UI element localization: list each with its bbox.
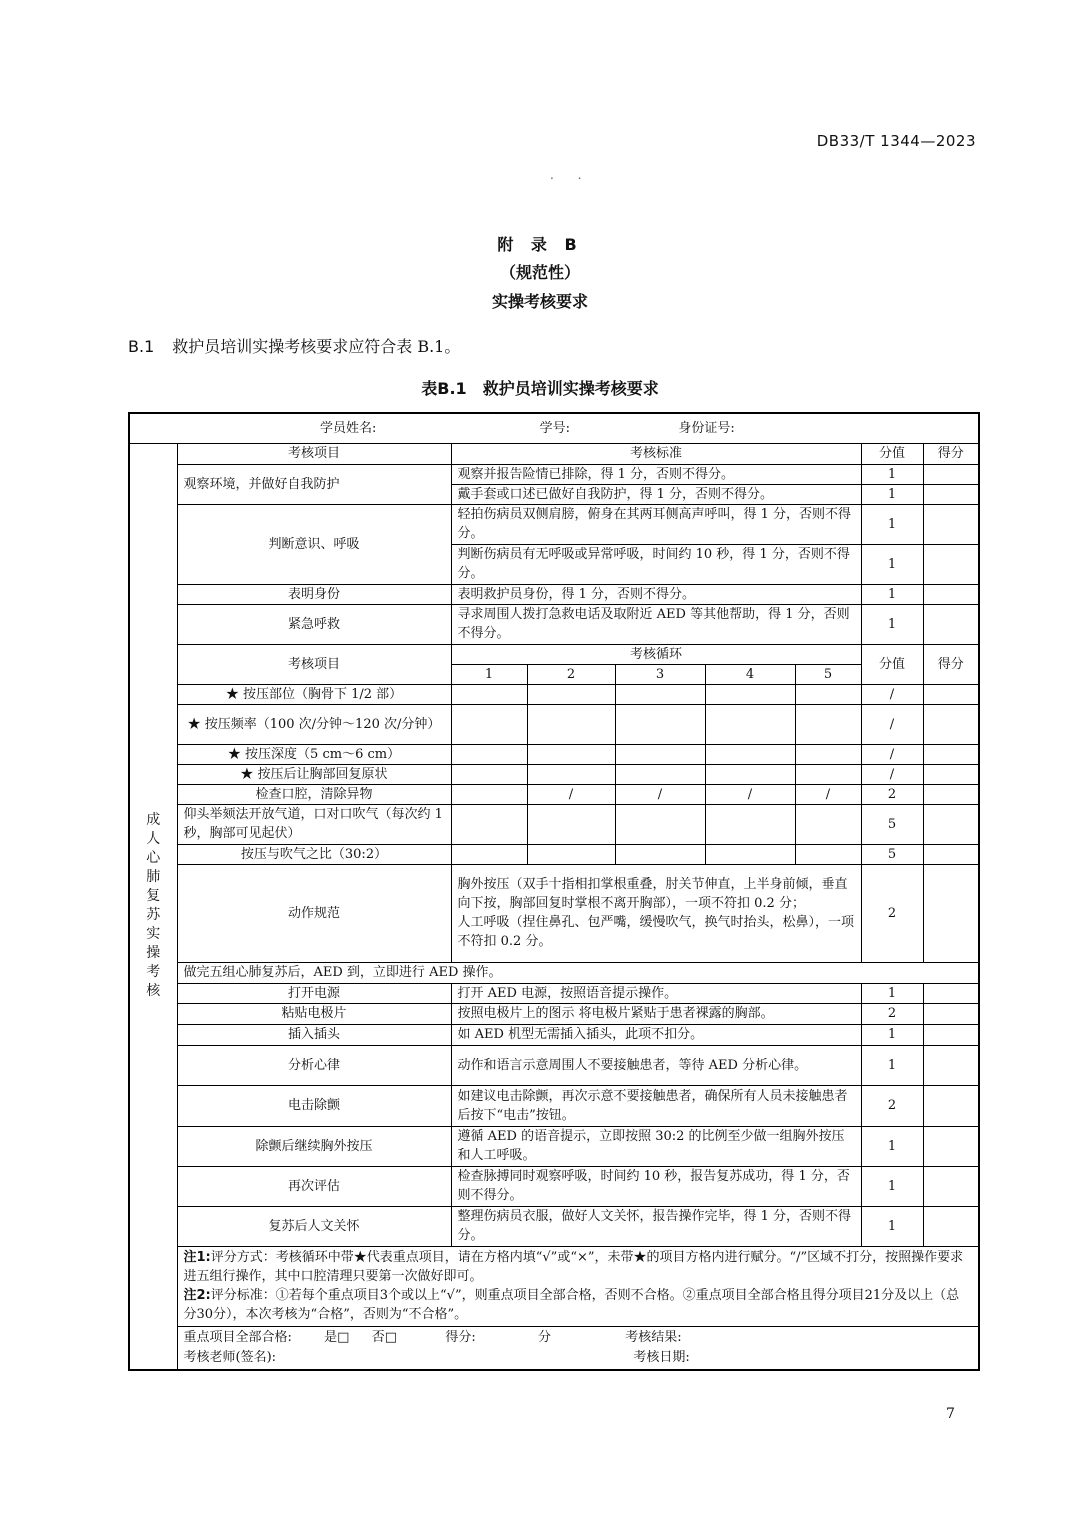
table-caption (0, 376, 1080, 399)
cycle-cell[interactable] (615, 804, 705, 844)
got-cell[interactable] (923, 544, 979, 584)
signoff-cell (177, 1326, 979, 1370)
cycle-cell[interactable] (795, 684, 861, 704)
aed-criteria: 打开 AED 电源，按照语音提示操作。 (451, 983, 861, 1003)
score-cell: 1 (861, 983, 923, 1003)
score-cell: 1 (861, 1126, 923, 1166)
score-cell: / (861, 684, 923, 704)
teacher-label: 考核老师(签名): (183, 1349, 277, 1365)
notes-row (129, 1246, 979, 1326)
got-cell[interactable] (923, 764, 979, 784)
table-row (129, 1003, 979, 1024)
note-1 (184, 1248, 973, 1286)
aed-item: 电击除颤 (177, 1085, 451, 1126)
table-row (129, 1206, 979, 1246)
clause-number: B.1 (128, 337, 155, 356)
criteria-text: 判断伤病员有无呼吸或异常呼吸，时间约 10 秒，得 1 分，否则不得分。 (451, 544, 861, 584)
cycle-cell[interactable] (451, 784, 527, 804)
aed-intro-row (129, 962, 979, 983)
cycle-cell[interactable] (451, 764, 527, 784)
got-cell[interactable] (923, 804, 979, 844)
note-label: 注2: (183, 1288, 211, 1303)
score-cell: 5 (861, 804, 923, 844)
score-cell: 1 (861, 544, 923, 584)
got-cell[interactable] (923, 604, 979, 644)
cycle-item: ★ 按压后让胸部回复原状 (177, 764, 451, 784)
vertical-category-label: 成 人 心 肺 复 苏 实 操 考 核 (129, 443, 177, 1370)
info-row (129, 413, 979, 443)
aed-criteria: 动作和语言示意周围人不要接触患者，等待 AED 分析心律。 (451, 1045, 861, 1085)
student-id-label: 学号: (539, 420, 571, 436)
aed-item: 再次评估 (177, 1166, 451, 1206)
cycle-cell[interactable]: / (795, 784, 861, 804)
got-cell[interactable] (923, 484, 979, 504)
got-cell[interactable] (923, 1126, 979, 1166)
table-row (129, 804, 979, 844)
note-text: 评分方式：考核循环中带★代表重点项目，请在方格内填“√”或“×”，未带★的项目方格内进行赋分。“/”区域不打分，按照操作要求进五组行操作，其中口腔清理只要第一次做好即可。 (183, 1250, 964, 1284)
table-row (129, 744, 979, 764)
score-cell: 1 (861, 484, 923, 504)
item-identity: 表明身份 (177, 584, 451, 604)
student-info (129, 413, 979, 443)
score-cell: 2 (861, 1003, 923, 1024)
score-cell: 1 (861, 1024, 923, 1045)
aed-item: 分析心律 (177, 1045, 451, 1085)
cycle-cell[interactable] (705, 804, 795, 844)
cycle-cell[interactable] (795, 804, 861, 844)
got-cell[interactable] (923, 1085, 979, 1126)
cycle-cell[interactable] (615, 684, 705, 704)
cycle-cell[interactable] (451, 684, 527, 704)
note-text: 评分标准：①若每个重点项目3个或以上“√”，则重点项目全部合格，否则不合格。②重点项目全部合格且得分项目21分及以上（总分30分），本次考核为“合格”，否则为“不合格”。 (183, 1288, 960, 1322)
cycle-cell[interactable] (451, 844, 527, 864)
aed-criteria: 整理伤病员衣服，做好人文关怀，报告操作完毕，得 1 分，否则不得分。 (451, 1206, 861, 1246)
header2-item: 考核项目 (177, 644, 451, 684)
header2-got: 得分 (923, 644, 979, 684)
header-got: 得分 (923, 443, 979, 464)
table-row (129, 1085, 979, 1126)
got-cell[interactable] (923, 584, 979, 604)
aed-item: 粘贴电极片 (177, 1003, 451, 1024)
got-cell[interactable] (923, 983, 979, 1003)
appendix-name: 实操考核要求 (491, 292, 588, 311)
cycle-cell[interactable] (451, 744, 527, 764)
cycle-cell[interactable] (705, 684, 795, 704)
notes-cell (177, 1246, 979, 1326)
cycle-item: ★ 按压频率（100 次/分钟～120 次/分钟） (177, 704, 451, 744)
result-label: 考核结果: (625, 1329, 682, 1345)
signoff-line-2 (184, 1348, 973, 1368)
cycle-number: 5 (795, 664, 861, 684)
appendix-type: （规范性） (499, 263, 580, 282)
score-label: 得分: (445, 1329, 476, 1345)
cycle-cell[interactable] (451, 804, 527, 844)
cycle-cell[interactable] (527, 844, 615, 864)
score-cell: 2 (861, 864, 923, 962)
appendix-title: 附 录 B (497, 235, 583, 254)
action-line: 胸外按压（双手十指相扣掌根重叠，肘关节伸直，上半身前倾，垂直向下按，胸部回复时掌根不离开胸部），一项不符扣 0.2 分； (457, 877, 848, 911)
score-cell: 1 (861, 504, 923, 544)
cycle-cell[interactable] (795, 844, 861, 864)
aed-item: 除颤后继续胸外按压 (177, 1126, 451, 1166)
item-observe: 观察环境，并做好自我防护 (177, 464, 451, 504)
table-row (129, 1126, 979, 1166)
got-cell[interactable] (923, 864, 979, 962)
criteria-text: 轻拍伤病员双侧肩膀，俯身在其两耳侧高声呼叫，得 1 分，否则不得分。 (451, 504, 861, 544)
cycle-item: ★ 按压深度（5 cm～6 cm） (177, 744, 451, 764)
no-checkbox[interactable]: 否□ (371, 1329, 398, 1345)
item-action: 动作规范 (177, 864, 451, 962)
cycle-cell[interactable] (705, 744, 795, 764)
aed-criteria: 如 AED 机型无需插入插头，此项不扣分。 (451, 1024, 861, 1045)
table-row (129, 704, 979, 744)
cycle-cell[interactable]: / (527, 784, 615, 804)
got-cell[interactable] (923, 1045, 979, 1085)
table-row (129, 983, 979, 1003)
score-cell: / (861, 744, 923, 764)
score-cell: 1 (861, 1166, 923, 1206)
criteria-text: 戴手套或口述已做好自我防护，得 1 分，否则不得分。 (451, 484, 861, 504)
note-2 (184, 1286, 973, 1324)
action-line: 人工呼吸（捏住鼻孔、包严嘴，缓慢吹气，换气时抬头，松鼻），一项不符扣 0.2 分。 (457, 915, 855, 949)
score-cell: / (861, 704, 923, 744)
standard-code: DB33/T 1344—2023 (816, 132, 976, 150)
header2-score: 分值 (861, 644, 923, 684)
cycle-cell[interactable] (615, 844, 705, 864)
scan-dots: . . (550, 168, 592, 182)
cycle-item: ★ 按压部位（胸骨下 1/2 部） (177, 684, 451, 704)
aed-criteria: 检查脉搏同时观察呼吸，时间约 10 秒，报告复苏成功，得 1 分，否则不得分。 (451, 1166, 861, 1206)
aed-criteria: 遵循 AED 的语音提示，立即按照 30:2 的比例至少做一组胸外按压和人工呼吸。 (451, 1126, 861, 1166)
student-name-label: 学员姓名: (320, 420, 377, 436)
table-row (129, 504, 979, 544)
cycle-cell[interactable] (615, 704, 705, 744)
table-row (129, 604, 979, 644)
table-row (129, 1166, 979, 1206)
got-cell[interactable] (923, 704, 979, 744)
header2-cycle: 考核循环 (451, 644, 861, 664)
cycle-cell[interactable] (451, 704, 527, 744)
table-row (129, 584, 979, 604)
score-cell: 2 (861, 1085, 923, 1126)
cycle-cell[interactable] (527, 684, 615, 704)
cycle-item: 按压与吹气之比（30:2） (177, 844, 451, 864)
score-cell: 1 (861, 584, 923, 604)
score-cell: 1 (861, 1045, 923, 1085)
cycle-cell[interactable] (795, 744, 861, 764)
cycle-cell[interactable] (705, 844, 795, 864)
header-row-1 (129, 443, 979, 464)
cycle-number: 4 (705, 664, 795, 684)
got-cell[interactable] (923, 1003, 979, 1024)
table-row (129, 1045, 979, 1085)
cycle-cell[interactable] (527, 704, 615, 744)
cycle-cell[interactable] (527, 804, 615, 844)
cycle-cell[interactable] (615, 764, 705, 784)
table-row (129, 464, 979, 484)
cycle-cell[interactable] (795, 704, 861, 744)
got-cell[interactable] (923, 844, 979, 864)
table-row (129, 864, 979, 962)
table-row (129, 784, 979, 804)
table-title: 救护员培训实操考核要求 (482, 379, 659, 398)
aed-criteria: 按照电极片上的图示 将电极片紧贴于患者裸露的胸部。 (451, 1003, 861, 1024)
got-cell[interactable] (923, 744, 979, 764)
criteria-text: 寻求周围人拨打急救电话及取附近 AED 等其他帮助，得 1 分，否则不得分。 (451, 604, 861, 644)
got-cell[interactable] (923, 1024, 979, 1045)
got-cell[interactable] (923, 684, 979, 704)
got-cell[interactable] (923, 1206, 979, 1246)
header-score: 分值 (861, 443, 923, 464)
got-cell[interactable] (923, 464, 979, 484)
aed-criteria: 如建议电击除颤，再次示意不要接触患者，确保所有人员未接触患者后按下“电击”按钮。 (451, 1085, 861, 1126)
yes-checkbox[interactable]: 是□ (324, 1329, 350, 1345)
key-pass-label: 重点项目全部合格: (183, 1329, 292, 1345)
score-cell: / (861, 764, 923, 784)
cycle-item: 检查口腔，清除异物 (177, 784, 451, 804)
table-row (129, 1024, 979, 1045)
assessment-table (128, 412, 980, 1371)
table-row (129, 684, 979, 704)
aed-item: 打开电源 (177, 983, 451, 1003)
cycle-cell[interactable] (527, 764, 615, 784)
item-call: 紧急呼救 (177, 604, 451, 644)
action-criteria (451, 864, 861, 962)
header-item: 考核项目 (177, 443, 451, 464)
header-row-2 (129, 644, 979, 664)
clause-b1 (128, 334, 460, 357)
cycle-number: 3 (615, 664, 705, 684)
got-cell[interactable] (923, 504, 979, 544)
cycle-cell[interactable] (615, 744, 705, 764)
aed-intro: 做完五组心肺复苏后，AED 到，立即进行 AED 操作。 (177, 962, 979, 983)
signoff-row (129, 1326, 979, 1370)
score-cell: 1 (861, 464, 923, 484)
criteria-text: 观察并报告险情已排除，得 1 分，否则不得分。 (451, 464, 861, 484)
score-cell: 1 (861, 1206, 923, 1246)
cycle-cell[interactable] (795, 764, 861, 784)
item-judge: 判断意识、呼吸 (177, 504, 451, 584)
cycle-cell[interactable]: / (615, 784, 705, 804)
score-unit: 分 (538, 1329, 552, 1345)
note-label: 注1: (183, 1250, 211, 1265)
page-number: 7 (946, 1406, 955, 1422)
cycle-cell[interactable]: / (705, 784, 795, 804)
cycle-cell[interactable] (705, 764, 795, 784)
table-row (129, 764, 979, 784)
aed-item: 插入插头 (177, 1024, 451, 1045)
cycle-cell[interactable] (527, 744, 615, 764)
criteria-text: 表明救护员身份，得 1 分，否则不得分。 (451, 584, 861, 604)
score-cell: 2 (861, 784, 923, 804)
table-row (129, 844, 979, 864)
clause-text: 救护员培训实操考核要求应符合表 B.1。 (172, 337, 461, 356)
score-cell: 5 (861, 844, 923, 864)
header-standard: 考核标准 (451, 443, 861, 464)
cycle-item: 仰头举颏法开放气道，口对口吹气（每次约 1 秒，胸部可见起伏） (177, 804, 451, 844)
signoff-line-1 (184, 1328, 973, 1348)
table-number: 表B.1 (421, 379, 467, 398)
date-label: 考核日期: (633, 1349, 690, 1365)
cycle-number: 2 (527, 664, 615, 684)
aed-item: 复苏后人文关怀 (177, 1206, 451, 1246)
score-cell: 1 (861, 604, 923, 644)
got-cell[interactable] (923, 784, 979, 804)
cycle-number: 1 (451, 664, 527, 684)
id-card-label: 身份证号: (678, 420, 735, 436)
got-cell[interactable] (923, 1166, 979, 1206)
cycle-cell[interactable] (705, 704, 795, 744)
